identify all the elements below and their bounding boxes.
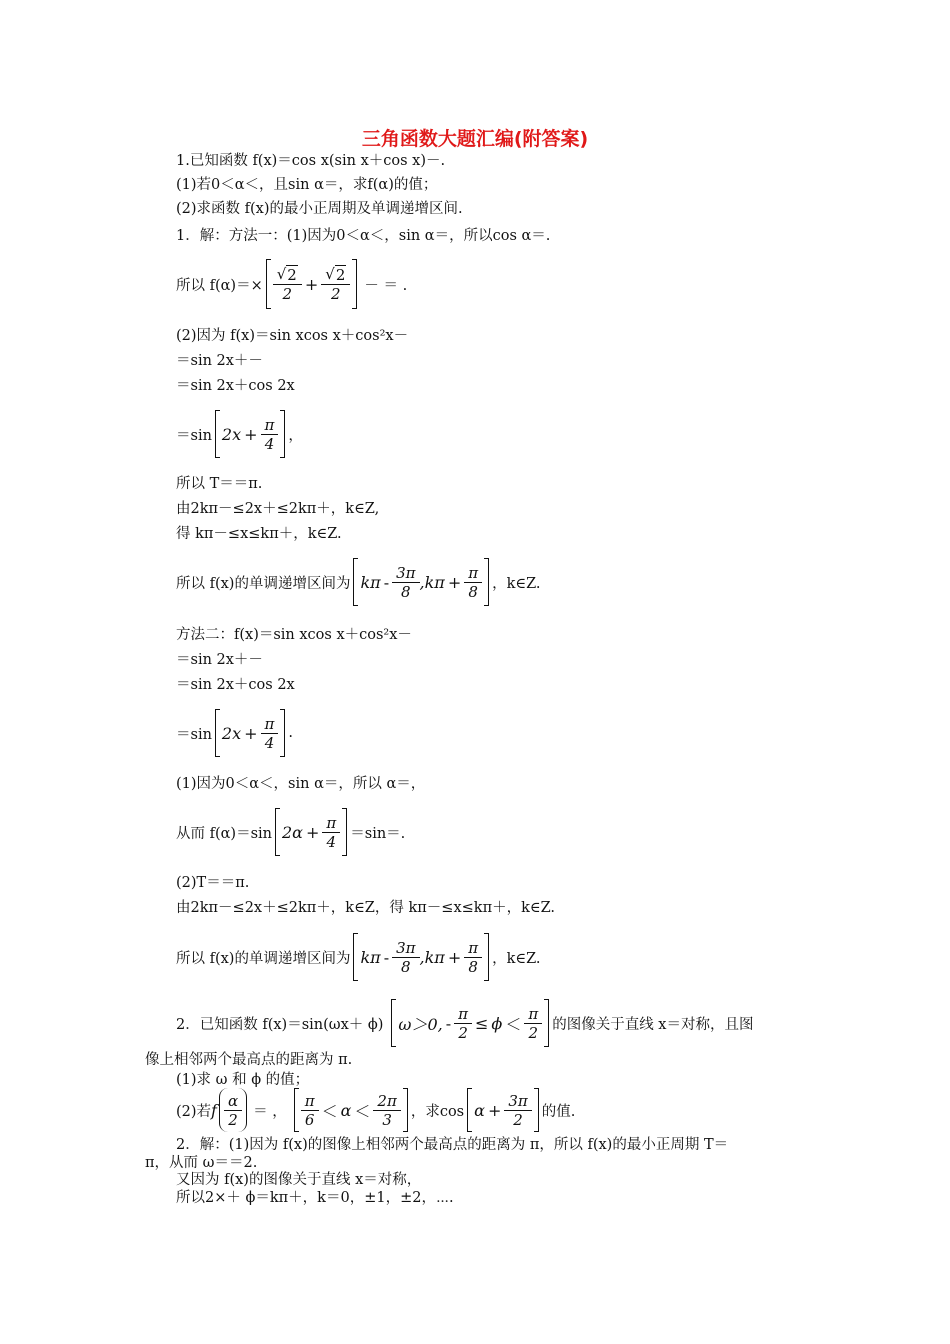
- frac-denominator: 2: [321, 284, 350, 303]
- plus-sign: +: [305, 822, 320, 842]
- frac-alpha-over-2: [226, 1092, 240, 1129]
- comma: ,: [419, 947, 425, 967]
- problem2-statement: [176, 997, 754, 1049]
- frac-sqrt2-over-2-second: [323, 265, 348, 303]
- solution1-part2-line1: (2)因为 f(x)＝sin xcos x＋cos²x－: [176, 328, 409, 344]
- frac-pi-over-2: [526, 1005, 540, 1042]
- bracket-alpha-range: [294, 1088, 408, 1132]
- term-k-pi: kπ: [424, 572, 445, 592]
- solution2-line2: π，从而 ω＝＝2.: [145, 1155, 258, 1171]
- frac-denominator: 8: [464, 582, 482, 601]
- frac-denominator: 4: [261, 733, 279, 752]
- frac-denominator: 2: [454, 1023, 472, 1042]
- term-k-pi: kπ: [360, 572, 381, 592]
- frac-denominator: 8: [392, 582, 419, 601]
- interval-prefix: 所以 f(x)的单调递增区间为: [176, 950, 351, 967]
- phi-symbol: ϕ: [491, 1013, 503, 1033]
- bracket-interval: [353, 558, 489, 606]
- solution1-increasing-interval: [176, 556, 541, 608]
- term-2alpha: 2α: [282, 822, 303, 842]
- interval-suffix: ，k∈Z.: [492, 575, 541, 592]
- problem1-statement: 1.已知函数 f(x)＝cos x(sin x＋cos x)－.: [176, 153, 446, 169]
- frac-denominator: 2: [224, 1110, 242, 1129]
- frac-pi-over-8: [466, 564, 480, 601]
- omega-gt-zero: ω＞0,: [398, 1014, 443, 1034]
- part2-prefix: (2)若: [176, 1103, 212, 1120]
- solution2-line3: 又因为 f(x)的图像关于直线 x＝对称，: [176, 1172, 422, 1188]
- frac-2pi-over-3: [375, 1092, 398, 1129]
- sqrt-sign: √: [276, 265, 287, 283]
- frac-numerator: 3π: [396, 563, 416, 582]
- frac-pi-over-4: [263, 715, 277, 752]
- problem2-suffix: 的图像关于直线 x＝对称，且图: [552, 1016, 754, 1033]
- solution2-line4: 所以2×＋ ϕ＝kπ＋，k＝0，±1，±2，⋯.: [176, 1190, 454, 1206]
- solution1-x-range: 得 kπ－≤x≤kπ＋，k∈Z.: [176, 526, 342, 542]
- plus-sign: +: [244, 424, 258, 444]
- frac-numerator: π: [528, 1004, 539, 1023]
- solution1-method1-line1: 1．解：方法一：(1)因为0＜α＜，sin α＝，所以cos α＝.: [176, 228, 551, 244]
- bracket-sqrt-sum: [266, 259, 358, 309]
- frac-pi-over-6: [303, 1092, 317, 1129]
- sqrt-sign: √: [325, 265, 335, 283]
- interval-prefix: 所以 f(x)的单调递增区间为: [176, 575, 351, 592]
- frac-numerator: 2π: [377, 1091, 397, 1110]
- solution1-method2-range: 由2kπ－≤2x＋≤2kπ＋，k∈Z，得 kπ－≤x≤kπ＋，k∈Z.: [176, 900, 556, 916]
- f-alpha-sin-suffix: ＝sin＝.: [350, 825, 406, 842]
- frac-denominator: 2: [273, 284, 302, 303]
- solution1-method2-line1: 方法二：f(x)＝sin xcos x＋cos²x－: [176, 627, 412, 643]
- bracket-interval: [353, 933, 489, 981]
- f-symbol: f: [211, 1100, 217, 1120]
- sqrt-radicand: 2: [287, 266, 297, 284]
- solution1-method2-f-alpha: [176, 806, 405, 858]
- frac-numerator: π: [264, 415, 275, 434]
- f-alpha-sin-prefix: 从而 f(α)＝sin: [176, 825, 272, 842]
- eq-sin-suffix: .: [288, 725, 293, 741]
- minus-sign: -: [383, 947, 390, 967]
- frac-denominator: 4: [322, 832, 340, 851]
- part2-cos-label: ，求cos: [410, 1103, 465, 1120]
- plus-sign: +: [244, 723, 258, 743]
- solution1-inequality: 由2kπ－≤2x＋≤2kπ＋，k∈Z,: [176, 501, 380, 517]
- frac-numerator: 3π: [508, 1091, 528, 1110]
- solution1-part2-line3: ＝sin 2x＋cos 2x: [176, 378, 295, 394]
- solution1-method2-sin-expression: [176, 707, 293, 759]
- le-sign: ≤: [475, 1013, 489, 1033]
- frac-denominator: 8: [392, 957, 419, 976]
- eq-sin-suffix: ，: [288, 427, 303, 444]
- frac-sqrt2-over-2: [275, 265, 300, 303]
- term-2x: 2x: [221, 424, 242, 444]
- term-2x: 2x: [221, 723, 242, 743]
- frac-denominator: 8: [464, 957, 482, 976]
- frac-numerator: π: [304, 1091, 315, 1110]
- plus-sign: +: [304, 274, 319, 294]
- frac-pi-over-4: [324, 814, 338, 851]
- lt-sign: ＜: [321, 1101, 338, 1121]
- part2-equals: ＝ ，: [253, 1103, 287, 1120]
- frac-numerator: π: [264, 714, 275, 733]
- solution1-f-alpha-expression: [176, 257, 407, 311]
- term-k-pi: kπ: [424, 947, 445, 967]
- document-title: 三角函数大题汇编(附答案): [361, 128, 589, 150]
- frac-numerator: π: [468, 938, 479, 957]
- frac-numerator: π: [458, 1004, 469, 1023]
- lt-sign: ＜: [505, 1014, 522, 1034]
- interval-suffix: ，k∈Z.: [492, 950, 541, 967]
- frac-numerator: α: [227, 1091, 239, 1110]
- frac-3pi-over-8: [394, 939, 417, 976]
- frac-pi-over-8: [466, 939, 480, 976]
- f-alpha-prefix: 所以 f(α)＝×: [176, 277, 263, 294]
- frac-denominator: 2: [504, 1110, 531, 1129]
- frac-numerator: π: [468, 563, 479, 582]
- plus-sign: +: [487, 1100, 502, 1120]
- problem1-part2: (2)求函数 f(x)的最小正周期及单调递增区间.: [176, 201, 463, 217]
- problem2-prefix: 2．已知函数 f(x)＝sin(ωx＋ ϕ): [176, 1016, 384, 1033]
- frac-3pi-over-2: [506, 1092, 529, 1129]
- problem2-part2: [176, 1086, 575, 1134]
- solution1-method2-line3: ＝sin 2x＋cos 2x: [176, 677, 295, 693]
- sqrt-radicand: 2: [335, 266, 346, 284]
- comma: ,: [419, 572, 425, 592]
- frac-numerator: 3π: [396, 938, 416, 957]
- plus-sign: +: [447, 947, 462, 967]
- bracket-2alpha-plus-pi-over-4: [275, 808, 347, 856]
- solution1-method2-interval: [176, 931, 541, 983]
- bracket-omega-phi-conditions: [391, 999, 549, 1047]
- alpha-symbol: α: [474, 1100, 485, 1120]
- alpha-symbol: α: [340, 1100, 352, 1120]
- solution1-sin-expression: [176, 408, 303, 460]
- solution1-method2-period: (2)T＝＝π.: [176, 875, 250, 891]
- frac-denominator: 4: [261, 434, 279, 453]
- solution1-method2-part1: (1)因为0＜α＜，sin α＝，所以 α＝，: [176, 776, 426, 792]
- f-of-alpha-half: [211, 1088, 249, 1132]
- solution1-part2-line2: ＝sin 2x＋－: [176, 353, 263, 369]
- frac-denominator: 6: [301, 1110, 319, 1129]
- solution2-line1: 2．解：(1)因为 f(x)的图像上相邻两个最高点的距离为 π，所以 f(x)的最小正周期 T＝: [176, 1137, 729, 1153]
- f-alpha-suffix: － ＝ .: [364, 277, 408, 294]
- frac-denominator: 2: [524, 1023, 542, 1042]
- frac-pi-over-2: [456, 1005, 470, 1042]
- bracket-2x-plus-pi-over-4: [215, 709, 285, 757]
- part2-suffix: 的值.: [541, 1103, 576, 1120]
- plus-sign: +: [447, 572, 462, 592]
- problem1-part1: (1)若0＜α＜，且sin α＝，求f(α)的值；: [176, 177, 438, 193]
- solution1-period: 所以 T＝＝π.: [176, 476, 263, 492]
- eq-sin-prefix: ＝sin: [176, 726, 212, 743]
- term-k-pi: kπ: [360, 947, 381, 967]
- frac-3pi-over-8: [394, 564, 417, 601]
- eq-sin-prefix: ＝sin: [176, 427, 212, 444]
- problem2-statement-cont: 像上相邻两个最高点的距离为 π.: [145, 1052, 353, 1068]
- minus-sign: -: [383, 572, 390, 592]
- frac-denominator: 3: [373, 1110, 400, 1129]
- minus-sign: -: [445, 1013, 452, 1033]
- lt-sign: ＜: [354, 1101, 371, 1121]
- frac-numerator: π: [326, 813, 337, 832]
- frac-pi-over-4: [263, 416, 277, 453]
- paren-alpha-over-2: [219, 1088, 247, 1132]
- solution1-method2-line2: ＝sin 2x＋－: [176, 652, 263, 668]
- bracket-alpha-plus-3pi-over-2: [467, 1088, 539, 1132]
- bracket-2x-plus-pi-over-4: [215, 410, 285, 458]
- problem2-part1: (1)求 ω 和 ϕ 的值；: [176, 1072, 310, 1088]
